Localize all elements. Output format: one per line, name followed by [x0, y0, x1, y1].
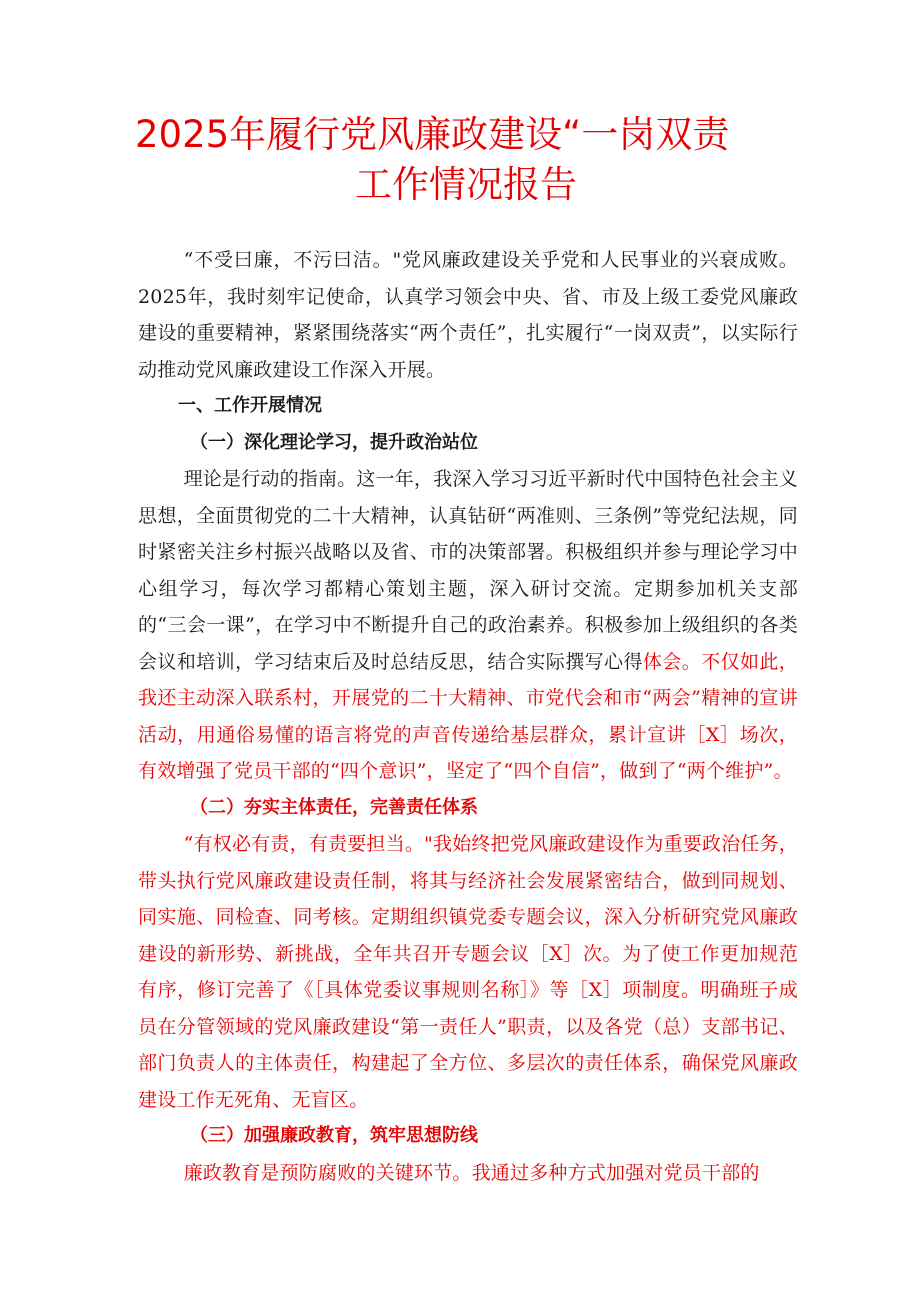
subsection-heading-2: （二）夯实主体责任，完善责任体系 — [190, 796, 478, 818]
subsection-1-paragraph — [138, 461, 798, 790]
document-title-line-2: 工作情况报告 — [355, 163, 577, 206]
document-body — [138, 242, 798, 1191]
subsection-heading-1: （一）深化理论学习，提升政治站位 — [190, 431, 478, 453]
section-heading-1: 一、工作开展情况 — [178, 395, 322, 416]
subsection-1-text-red: 体会。不仅如此，我还主动深入联系村，开展党的二十大精神、市党代会和市“两会”精神的宣讲活动，用通俗易懂的语言将党的声音传递给基层群众，累计宣讲［X］场次，有效增强了党员干部的“四个意识”，坚定了“四个自信”，做到了“两个维护”。 — [138, 650, 799, 782]
document-title-line-1: 2025年履行党风廉政建设“一岗双责 — [135, 113, 730, 156]
subsection-heading-3: （三）加强廉政教育，筑牢思想防线 — [190, 1125, 478, 1146]
subsection-3-paragraph: 廉政教育是预防腐败的关键环节。我通过多种方式加强对党员干部的 — [183, 1161, 760, 1184]
intro-paragraph: “不受曰廉，不污曰洁。"党风廉政建设关乎党和人民事业的兴衰成败。2025年，我时刻牢记使命，认真学习领会中央、省、市及上级工委党风廉政建设的重要精神，紧紧围绕落实“两个责任”，扎实履行“一岗双责”，以实际行动推动党风廉政建设工作深入开展。 — [138, 249, 798, 381]
subsection-1-text-black: 理论是行动的指南。这一年，我深入学习习近平新时代中国特色社会主义思想，全面贯彻党的二十大精神，认真钻研“两准则、三条例”等党纪法规，同时紧密关注乡村振兴战略以及省、市的决策部署。积极组织并参与理论学习中心组学习，每次学习都精心策划主题，深入研讨交流。定期参加机关支部的“三会一课”，在学习中不断提升自己的政治素养。积极参加上级组织的各类会议和培训，学习结束后及时总结反思，结合实际撰写心得 — [138, 468, 798, 673]
subsection-2-paragraph: “有权必有责，有责要担当。"我始终把党风廉政建设作为重要政治任务，带头执行党风廉政建设责任制，将其与经济社会发展紧密结合，做到同规划、同实施、同检查、同考核。定期组织镇党委专题会议，深入分析研究党风廉政建设的新形势、新挑战，全年共召开专题会议［X］次。为了使工作更加规范有序，修订完善了《［具体党委议事规则名称］》等［X］项制度。明确班子成员在分管领域的党风廉政建设“第一责任人”职责，以及各党（总）支部书记、部门负责人的主体责任，构建起了全方位、多层次的责任体系，确保党风廉政建设工作无死角、无盲区。 — [138, 833, 798, 1111]
